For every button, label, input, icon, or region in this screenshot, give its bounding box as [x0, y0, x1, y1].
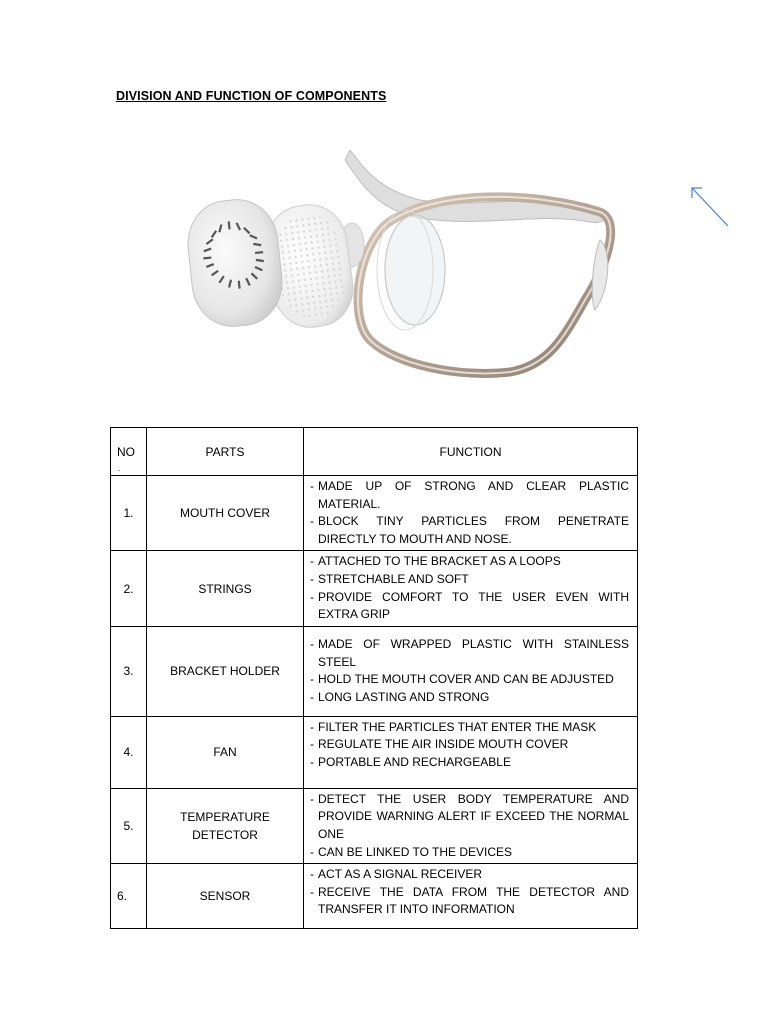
row-functions [304, 716, 638, 788]
function-item: - ATTACHED TO THE BRACKET AS A LOOPS [310, 553, 629, 571]
row-number: 6. [111, 864, 147, 929]
function-item: - PORTABLE AND RECHARGEABLE [310, 754, 629, 772]
row-functions [304, 864, 638, 929]
table-row [111, 626, 638, 716]
document-heading: DIVISION AND FUNCTION OF COMPONENTS [116, 89, 387, 103]
function-item: - DETECT THE USER BODY TEMPERATURE AND PROVIDE WARNING ALERT IF EXCEED THE NORMAL ONE [310, 791, 629, 844]
row-number: 2. [111, 551, 147, 626]
mouth-cover-lens [385, 215, 445, 325]
function-item: - CAN BE LINKED TO THE DEVICES [310, 844, 629, 862]
header-no-label: NO [117, 444, 135, 459]
table-row [111, 788, 638, 863]
mask-product-illustration [180, 150, 620, 390]
row-number: 1. [111, 476, 147, 551]
function-item: - PROVIDE COMFORT TO THE USER EVEN WITH EXTRA GRIP [310, 589, 629, 624]
row-functions [304, 626, 638, 716]
table-row [111, 864, 638, 929]
components-table [110, 427, 638, 929]
function-item: - MADE UP OF STRONG AND CLEAR PLASTIC MATERIAL. [310, 478, 629, 513]
header-no: NO . [111, 428, 147, 476]
row-part: TEMPERATURE DETECTOR [147, 788, 304, 863]
row-number: 4. [111, 716, 147, 788]
row-part: STRINGS [147, 551, 304, 626]
side-clip [592, 240, 608, 310]
strap-shape [345, 150, 605, 223]
header-parts: PARTS [147, 428, 304, 476]
header-function: FUNCTION [304, 428, 638, 476]
row-functions [304, 788, 638, 863]
fan-cap [184, 196, 287, 331]
row-functions [304, 476, 638, 551]
row-number: 5. [111, 788, 147, 863]
row-part: SENSOR [147, 864, 304, 929]
function-item: - MADE OF WRAPPED PLASTIC WITH STAINLESS STEEL [310, 636, 629, 671]
function-item: - BLOCK TINY PARTICLES FROM PENETRATE DIRECTLY TO MOUTH AND NOSE. [310, 513, 629, 548]
row-number: 3. [111, 626, 147, 716]
function-item: - LONG LASTING AND STRONG [310, 689, 629, 707]
row-part: BRACKET HOLDER [147, 626, 304, 716]
table-row [111, 476, 638, 551]
function-item: - FILTER THE PARTICLES THAT ENTER THE MASK [310, 719, 629, 737]
table-row [111, 551, 638, 626]
row-part: FAN [147, 716, 304, 788]
arrow-icon [688, 184, 730, 228]
function-item: - ACT AS A SIGNAL RECEIVER [310, 866, 629, 884]
table-row [111, 716, 638, 788]
row-part: MOUTH COVER [147, 476, 304, 551]
function-item: - HOLD THE MOUTH COVER AND CAN BE ADJUSTED [310, 671, 629, 689]
function-item: - REGULATE THE AIR INSIDE MOUTH COVER [310, 736, 629, 754]
function-item: - STRETCHABLE AND SOFT [310, 571, 629, 589]
table-header-row [111, 428, 638, 476]
function-item: - RECEIVE THE DATA FROM THE DETECTOR AND TRANSFER IT INTO INFORMATION [310, 884, 629, 919]
row-functions [304, 551, 638, 626]
